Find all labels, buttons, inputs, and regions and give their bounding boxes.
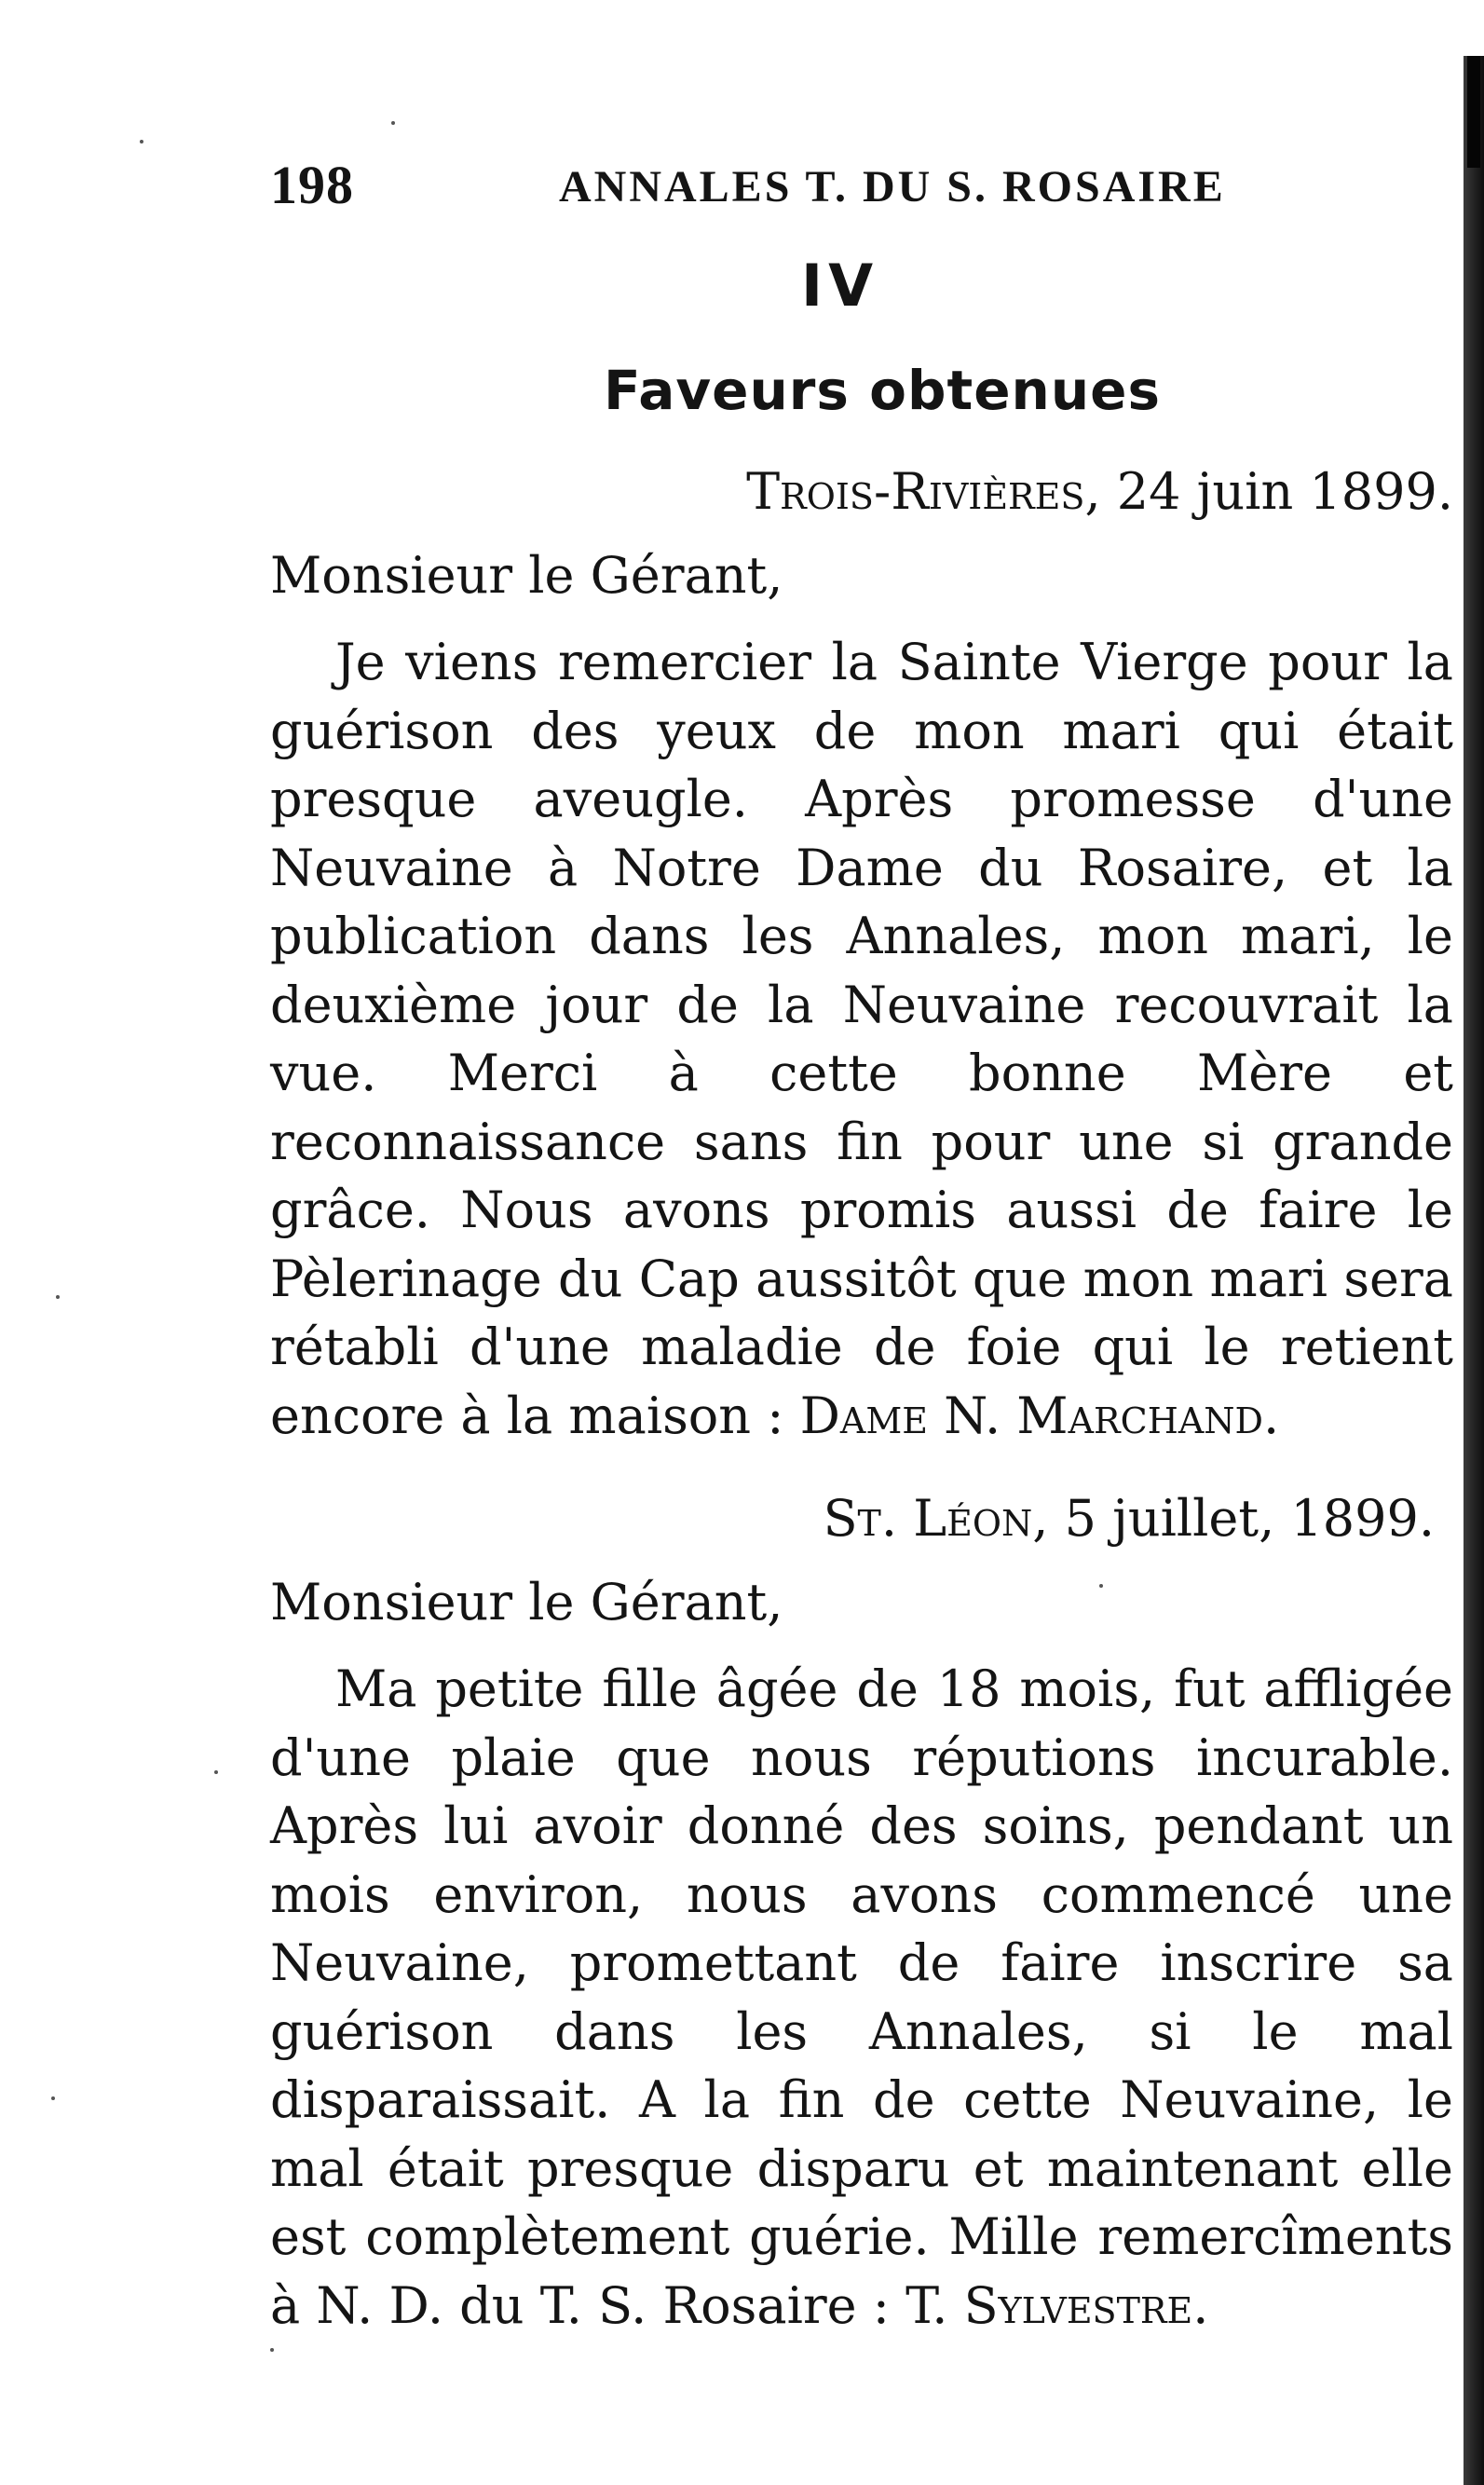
letter-date: , 24 juin 1899. [1084,462,1453,521]
scan-speck [391,121,395,125]
scan-speck [270,2348,274,2352]
section-title: Faveurs obtenues [604,359,1161,422]
letter [270,1483,1453,2340]
scan-speck [140,140,143,143]
letter-place: Trois-Rivières [746,462,1085,521]
letter [270,457,1453,1450]
letter-salutation: Monsieur le Gérant, [270,546,783,605]
letter-body [270,1655,1453,2340]
letter-body-text: Ma petite fille âgée de 18 mois, fut affligée d'une plaie que nous réputions incurable. Après lui avoir donné des soins, pendant un mois environ, nous avons commencé une Neuvaine, promettant de faire inscrire sa guérison dans les Annales, si le mal disparaissait. A la fin de cette Neuvaine, le mal était presque disparu et maintenant elle est complètement guérie. Mille remercîments à N. D. du T. S. Rosaire : [270,1659,1453,2335]
scan-speck [56,1295,60,1299]
running-head: ANNALES T. DU S. ROSAIRE [559,162,1226,212]
letter-salutation: Monsieur le Gérant, [270,1573,783,1632]
letter-body [270,628,1453,1450]
letter-dateline [270,457,1453,527]
page-edge-shadow [1464,56,1484,2485]
page-number: 198 [270,155,354,215]
page-edge-shadow-top [1467,56,1480,168]
letter-body-text: Je viens remercier la Sainte Vierge pour la guérison des yeux de mon mari qui était presque aveugle. Après promesse d'une Neuvaine à Notre Dame du Rosaire, et la publication dans les Annales, mon mari, le deuxième jour de la Neuvaine recouvrait la vue. Merci à cette bonne Mère et reconnaissance sans fin pour une si grande grâce. Nous avons promis aussi de faire le Pèlerinage du Cap aussitôt que mon mari sera rétabli d'une maladie de foie qui le retient encore à la maison : [270,633,1453,1445]
letter-date: , 5 juillet, 1899. [1032,1489,1435,1548]
scan-speck [214,1770,218,1774]
letter-place: St. Léon [823,1489,1033,1548]
scan-speck [51,2096,55,2100]
section-number: IV [801,252,879,320]
letter-dateline [270,1483,1453,1554]
letter-signature: Dame N. Marchand. [799,1386,1280,1445]
letter-signature: T. Sylvestre. [905,2275,1209,2335]
page-header [270,154,1369,228]
